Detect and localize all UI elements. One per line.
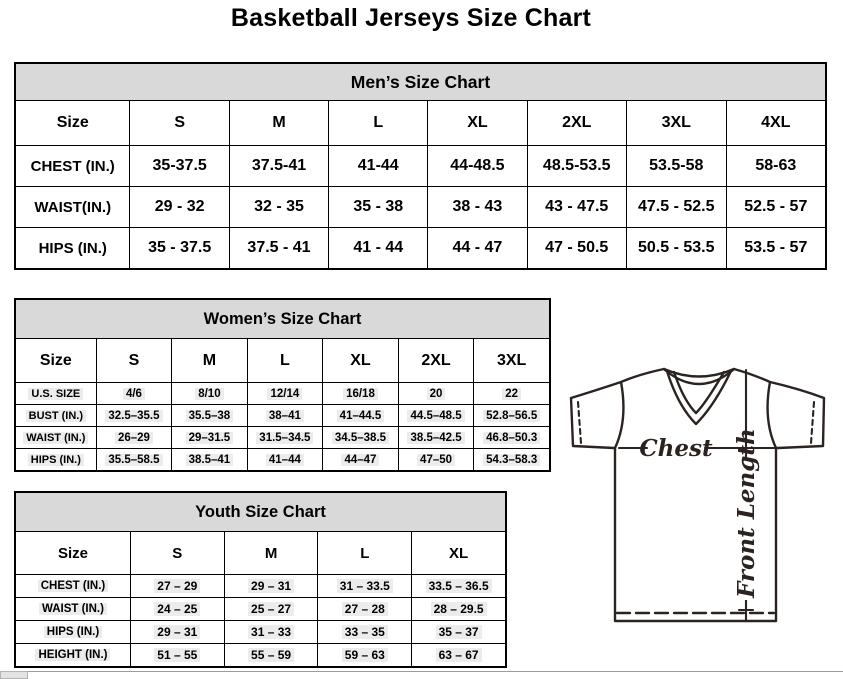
size-value-cell: 29 – 31 [224, 575, 318, 598]
size-value-cell: 59 – 63 [318, 644, 412, 668]
table-title: Men’s Size Chart [15, 63, 826, 101]
size-value-cell: 38 - 43 [428, 187, 527, 228]
size-header-cell: 3XL [474, 339, 550, 383]
size-value-cell: 44-48.5 [428, 146, 527, 187]
size-value-cell: 43 - 47.5 [527, 187, 626, 228]
size-value-cell: 38.5–41 [172, 449, 247, 472]
row-label-cell: HIPS (IN.) [15, 228, 130, 270]
size-header-label: Size [15, 339, 96, 383]
size-header-cell: L [318, 532, 412, 575]
womens-size-table [14, 298, 551, 472]
size-value-cell: 37.5-41 [229, 146, 328, 187]
right-cuff-dashed-line [811, 402, 814, 443]
size-value-cell: 33.5 – 36.5 [412, 575, 506, 598]
row-label-cell: HEIGHT (IN.) [15, 644, 130, 668]
size-value-cell: 55 – 59 [224, 644, 318, 668]
size-value-cell: 35-37.5 [130, 146, 229, 187]
size-value-cell: 48.5-53.5 [527, 146, 626, 187]
scrollbar-thumb[interactable] [0, 671, 28, 679]
size-value-cell: 44–47 [323, 449, 399, 472]
size-header-cell: S [130, 532, 224, 575]
table-title: Women’s Size Chart [15, 299, 550, 339]
horizontal-scrollbar[interactable] [0, 671, 843, 679]
size-value-cell: 31 – 33 [224, 621, 318, 644]
front-length-label: Front Length [733, 428, 760, 598]
table-row [15, 427, 550, 449]
right-armhole-seam [768, 382, 776, 448]
size-value-cell: 44.5–48.5 [398, 405, 474, 427]
size-header-label: Size [15, 532, 130, 575]
size-value-cell: 44 - 47 [428, 228, 527, 270]
size-value-cell: 46.8–50.3 [474, 427, 550, 449]
size-value-cell: 33 – 35 [318, 621, 412, 644]
table-title: Youth Size Chart [15, 492, 506, 532]
size-value-cell: 28 – 29.5 [412, 598, 506, 621]
size-value-cell: 12/14 [247, 383, 323, 405]
size-value-cell: 41-44 [329, 146, 428, 187]
chest-label: Chest [639, 435, 713, 462]
size-value-cell: 16/18 [323, 383, 399, 405]
size-value-cell: 32.5–35.5 [96, 405, 172, 427]
table-row [15, 575, 506, 598]
size-value-cell: 38.5–42.5 [398, 427, 474, 449]
size-value-cell: 4/6 [96, 383, 172, 405]
size-value-cell: 27 – 29 [130, 575, 224, 598]
size-header-row [15, 339, 550, 383]
size-value-cell: 47–50 [398, 449, 474, 472]
size-header-cell: 3XL [626, 101, 726, 146]
jersey-measurement-diagram [556, 358, 843, 679]
row-label-cell: CHEST (IN.) [15, 146, 130, 187]
size-value-cell: 29 – 31 [130, 621, 224, 644]
size-header-cell: 4XL [726, 101, 826, 146]
jersey-outline [571, 369, 824, 621]
table-row [15, 146, 826, 187]
size-value-cell: 24 – 25 [130, 598, 224, 621]
table-row [15, 598, 506, 621]
page-title: Basketball Jerseys Size Chart [230, 4, 592, 32]
table-row [15, 621, 506, 644]
size-value-cell: 41 - 44 [329, 228, 428, 270]
size-header-label: Size [15, 101, 130, 146]
row-label-cell: WAIST (IN.) [15, 598, 130, 621]
size-value-cell: 58-63 [726, 146, 826, 187]
size-value-cell: 25 – 27 [224, 598, 318, 621]
size-value-cell: 37.5 - 41 [229, 228, 328, 270]
size-value-cell: 41–44 [247, 449, 323, 472]
size-value-cell: 53.5 - 57 [726, 228, 826, 270]
row-label-cell: WAIST (IN.) [15, 427, 96, 449]
row-label-cell: U.S. SIZE [15, 383, 96, 405]
size-value-cell: 35 - 37.5 [130, 228, 229, 270]
size-value-cell: 31 – 33.5 [318, 575, 412, 598]
size-header-cell: M [229, 101, 328, 146]
left-armhole-seam [615, 382, 623, 448]
size-value-cell: 35.5–58.5 [96, 449, 172, 472]
size-header-cell: 2XL [527, 101, 626, 146]
size-header-row [15, 101, 826, 146]
size-header-row [15, 532, 506, 575]
size-header-cell: S [130, 101, 229, 146]
size-value-cell: 63 – 67 [412, 644, 506, 668]
size-header-cell: XL [323, 339, 399, 383]
row-label-cell: CHEST (IN.) [15, 575, 130, 598]
row-label-cell: HIPS (IN.) [15, 449, 96, 472]
size-value-cell: 29 - 32 [130, 187, 229, 228]
size-value-cell: 52.8–56.5 [474, 405, 550, 427]
size-value-cell: 8/10 [172, 383, 247, 405]
size-header-cell: 2XL [398, 339, 474, 383]
row-label-cell: WAIST(IN.) [15, 187, 130, 228]
size-value-cell: 29–31.5 [172, 427, 247, 449]
size-header-cell: S [96, 339, 172, 383]
scrollbar-track [25, 671, 843, 672]
size-value-cell: 47 - 50.5 [527, 228, 626, 270]
size-value-cell: 32 - 35 [229, 187, 328, 228]
table-row [15, 644, 506, 668]
size-value-cell: 47.5 - 52.5 [626, 187, 726, 228]
size-header-cell: M [224, 532, 318, 575]
size-value-cell: 54.3–58.3 [474, 449, 550, 472]
table-row [15, 383, 550, 405]
table-row [15, 228, 826, 270]
size-header-cell: XL [428, 101, 527, 146]
size-value-cell: 53.5-58 [626, 146, 726, 187]
size-header-cell: L [247, 339, 323, 383]
row-label-cell: BUST (IN.) [15, 405, 96, 427]
mens-size-table [14, 62, 827, 270]
size-header-cell: M [172, 339, 247, 383]
left-cuff-dashed-line [578, 402, 581, 443]
size-value-cell: 34.5–38.5 [323, 427, 399, 449]
size-value-cell: 50.5 - 53.5 [626, 228, 726, 270]
size-value-cell: 22 [474, 383, 550, 405]
size-value-cell: 27 – 28 [318, 598, 412, 621]
size-value-cell: 52.5 - 57 [726, 187, 826, 228]
table-row [15, 449, 550, 472]
table-row [15, 405, 550, 427]
size-value-cell: 35.5–38 [172, 405, 247, 427]
size-header-cell: L [329, 101, 428, 146]
size-value-cell: 51 – 55 [130, 644, 224, 668]
size-value-cell: 26–29 [96, 427, 172, 449]
table-row [15, 187, 826, 228]
size-value-cell: 35 – 37 [412, 621, 506, 644]
row-label-cell: HIPS (IN.) [15, 621, 130, 644]
size-value-cell: 20 [398, 383, 474, 405]
size-header-cell: XL [412, 532, 506, 575]
size-value-cell: 35 - 38 [329, 187, 428, 228]
size-value-cell: 38–41 [247, 405, 323, 427]
size-value-cell: 31.5–34.5 [247, 427, 323, 449]
size-value-cell: 41–44.5 [323, 405, 399, 427]
youth-size-table [14, 491, 507, 668]
